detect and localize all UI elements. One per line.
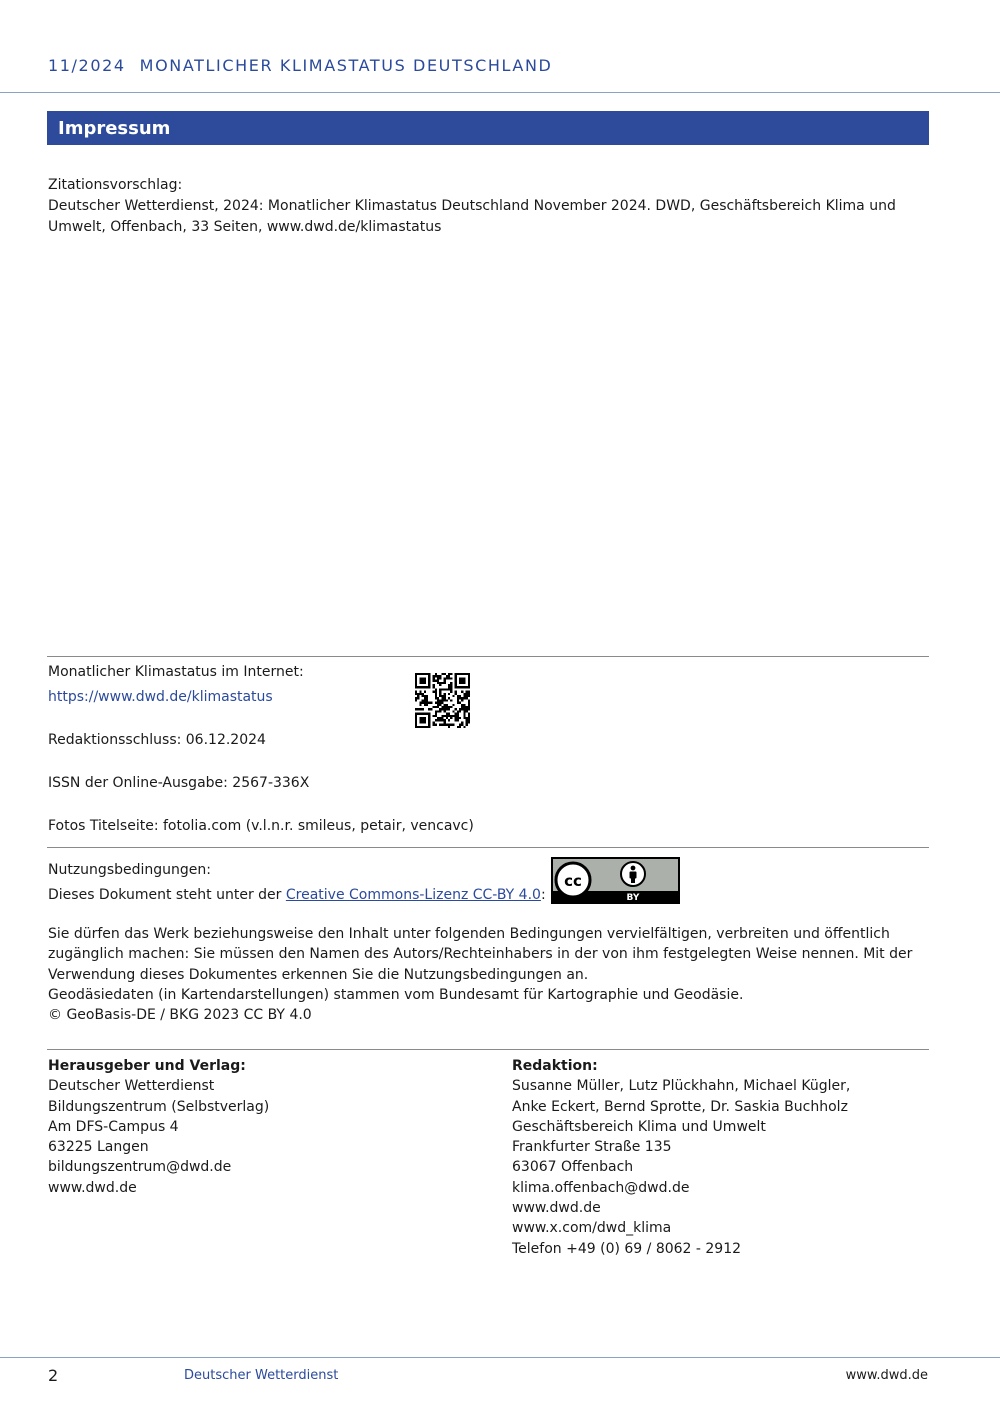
editorial-line: 63067 Offenbach bbox=[512, 1159, 634, 1176]
divider bbox=[47, 1049, 929, 1050]
photo-credits: Fotos Titelseite: fotolia.com (v.l.n.r. smileus, petair, vencavc) bbox=[48, 818, 474, 834]
editorial-line: Anke Eckert, Bernd Sprotte, Dr. Saskia Buchholz bbox=[512, 1098, 848, 1115]
issn-text: ISSN der Online-Ausgabe: 2567-336X bbox=[48, 775, 310, 791]
publisher-line: Deutscher Wetterdienst bbox=[48, 1078, 215, 1095]
section-heading-bar bbox=[47, 111, 929, 145]
publication-title: MONATLICHER KLIMASTATUS DEUTSCHLAND bbox=[139, 56, 553, 75]
license-link[interactable]: Creative Commons-Lizenz CC-BY 4.0 bbox=[285, 887, 541, 903]
page-number: 2 bbox=[48, 1366, 59, 1385]
issue-number: 11/2024 bbox=[48, 56, 126, 75]
editorial-block bbox=[512, 1056, 850, 1259]
editorial-line: Susanne Müller, Lutz Plückhahn, Michael Kügler, bbox=[512, 1078, 851, 1095]
divider bbox=[47, 847, 929, 848]
section-title: Impressum bbox=[58, 118, 171, 139]
publisher-line: Am DFS-Campus 4 bbox=[48, 1118, 179, 1135]
citation-label: Zitationsvorschlag: bbox=[48, 177, 183, 193]
citation-line: Umwelt, Offenbach, 33 Seiten, www.dwd.de/klimastatus bbox=[48, 219, 442, 235]
cc-by-icon bbox=[551, 857, 680, 904]
terms-line: Verwendung dieses Dokumentes erkennen Sie die Nutzungsbedingungen an. bbox=[48, 966, 589, 983]
terms-line: Geodäsiedaten (in Kartendarstellungen) stammen vom Bundesamt für Kartographie und Geodäsie. bbox=[48, 986, 744, 1003]
qr-code-icon bbox=[415, 673, 470, 728]
footer-divider bbox=[0, 1357, 1000, 1358]
terms-body bbox=[48, 924, 913, 1025]
publisher-block bbox=[48, 1056, 269, 1198]
cc-letters: cc bbox=[564, 872, 582, 890]
editorial-phone: Telefon +49 (0) 69 / 8062 - 2912 bbox=[512, 1240, 742, 1257]
publisher-line: 63225 Langen bbox=[48, 1139, 149, 1156]
publisher-heading: Herausgeber und Verlag: bbox=[48, 1058, 246, 1074]
editorial-email[interactable]: klima.offenbach@dwd.de bbox=[512, 1179, 690, 1196]
editorial-line: Geschäftsbereich Klima und Umwelt bbox=[512, 1118, 766, 1135]
footer-organization: Deutscher Wetterdienst bbox=[184, 1368, 339, 1383]
editorial-heading: Redaktion: bbox=[512, 1058, 598, 1074]
publisher-email[interactable]: bildungszentrum@dwd.de bbox=[48, 1159, 232, 1176]
publisher-website[interactable]: www.dwd.de bbox=[48, 1179, 137, 1196]
online-url-link[interactable]: https://www.dwd.de/klimastatus bbox=[48, 689, 273, 705]
terms-label: Nutzungsbedingungen: bbox=[48, 862, 211, 878]
citation-line: Deutscher Wetterdienst, 2024: Monatlicher Klimastatus Deutschland November 2024. DWD, Geschäftsbereich Klima und bbox=[48, 198, 896, 214]
license-suffix: : bbox=[540, 887, 546, 903]
page-header bbox=[48, 56, 552, 75]
editorial-website[interactable]: www.dwd.de bbox=[512, 1200, 601, 1217]
header-divider bbox=[0, 92, 1000, 93]
online-label: Monatlicher Klimastatus im Internet: bbox=[48, 664, 304, 680]
terms-line: zugänglich machen: Sie müssen den Namen des Autors/Rechteinhabers in der von ihm festgelegten Weise nennen. Mit der bbox=[48, 946, 913, 963]
publisher-line: Bildungszentrum (Selbstverlag) bbox=[48, 1098, 270, 1115]
footer-website[interactable]: www.dwd.de bbox=[845, 1368, 928, 1383]
qr-code-graphic bbox=[415, 673, 470, 728]
divider bbox=[47, 656, 929, 657]
citation-block bbox=[48, 175, 898, 238]
editorial-line: Frankfurter Straße 135 bbox=[512, 1139, 672, 1156]
by-label: BY bbox=[626, 893, 640, 903]
editorial-deadline: Redaktionsschluss: 06.12.2024 bbox=[48, 732, 266, 748]
license-prefix: Dieses Dokument steht unter der bbox=[48, 887, 286, 903]
cc-by-license-badge[interactable] bbox=[551, 857, 680, 904]
license-statement bbox=[48, 887, 546, 903]
terms-line: Sie dürfen das Werk beziehungsweise den Inhalt unter folgenden Bedingungen vervielfältigen, verbreiten und öffentlich bbox=[48, 926, 890, 942]
editorial-social-link[interactable]: www.x.com/dwd_klima bbox=[512, 1220, 672, 1237]
terms-line: © GeoBasis-DE / BKG 2023 CC BY 4.0 bbox=[48, 1007, 312, 1024]
